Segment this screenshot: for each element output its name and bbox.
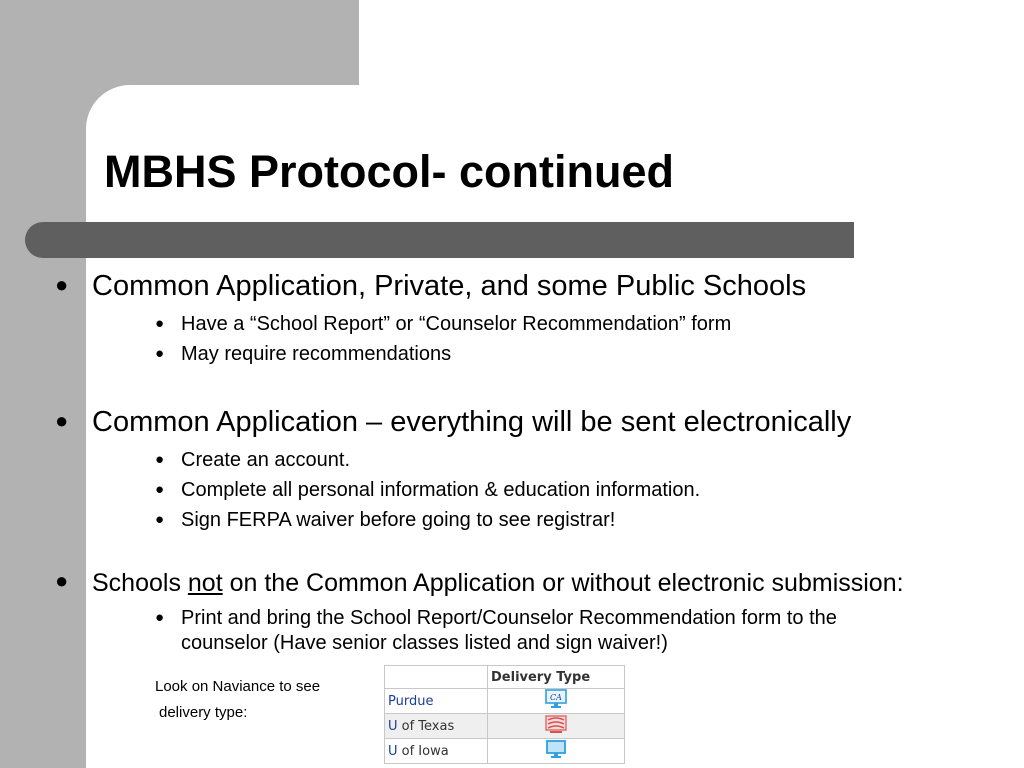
monitor-icon <box>544 739 568 763</box>
bullet-dot-icon: ● <box>155 481 165 498</box>
school-cell[interactable] <box>385 739 488 764</box>
bullet-main-1 <box>55 270 806 303</box>
bullet-dot-icon: ● <box>55 272 69 297</box>
school-cell[interactable] <box>385 689 488 714</box>
bullet-dot-icon: ● <box>155 451 165 468</box>
bullet-sub-3-1-line-2: counselor (Have senior classes listed and sign waiver!) <box>181 632 668 654</box>
bullet-dot-icon: ● <box>55 408 69 433</box>
bullet-sub-1-2-text: May require recommendations <box>181 343 452 365</box>
bullet-sub-2-1-text: Create an account. <box>181 449 350 471</box>
delivery-type-table <box>384 665 625 764</box>
header-school <box>385 666 488 689</box>
school-name-rest: of Texas <box>397 718 455 734</box>
bullet-sub-2-2 <box>155 479 700 502</box>
school-name: U <box>388 743 398 759</box>
table-row <box>385 739 625 764</box>
bullet-sub-2-3-text: Sign FERPA waiver before going to see registrar! <box>181 509 616 531</box>
bullet-sub-1-1-text: Have a “School Report” or “Counselor Recommendation” form <box>181 313 732 335</box>
bullet-sub-1-1 <box>155 313 731 336</box>
header-delivery-type: Delivery Type <box>488 666 625 689</box>
school-name-rest: of Iowa <box>397 743 449 759</box>
school-name: Purdue <box>388 693 434 709</box>
bullet-dot-icon: ● <box>155 609 165 626</box>
naviance-note-line-2: delivery type: <box>159 704 248 721</box>
slide-title: MBHS Protocol- continued <box>104 146 674 197</box>
bullet-sub-2-1 <box>155 449 350 472</box>
school-name: U <box>388 718 398 734</box>
delivery-cell <box>488 714 625 739</box>
bullet-dot-icon: ● <box>55 568 69 593</box>
table-row <box>385 689 625 714</box>
bullet-main-3-text-b: on the Common Application or without electronic submission: <box>222 569 904 597</box>
bullet-main-3-text-a: Schools <box>92 569 188 597</box>
table-row <box>385 714 625 739</box>
delivery-cell <box>488 739 625 764</box>
delivery-cell <box>488 689 625 714</box>
school-cell[interactable] <box>385 714 488 739</box>
bullet-dot-icon: ● <box>155 511 165 528</box>
texas-app-icon <box>544 714 568 738</box>
title-bar <box>25 222 854 258</box>
bullet-sub-2-3 <box>155 509 615 532</box>
bullet-sub-1-2 <box>155 343 451 366</box>
bullet-dot-icon: ● <box>155 345 165 362</box>
bullet-main-2 <box>55 406 851 439</box>
bullet-main-2-text: Common Application – everything will be sent electronically <box>92 406 852 438</box>
svg-text:CA: CA <box>550 693 562 702</box>
bullet-main-3-emphasis: not <box>187 569 223 597</box>
bullet-sub-2-2-text: Complete all personal information & education information. <box>181 479 701 501</box>
bullet-sub-3-1 <box>155 605 975 656</box>
bullet-dot-icon: ● <box>155 315 165 332</box>
bullet-sub-3-1-line-1: Print and bring the School Report/Counselor Recommendation form to the <box>181 607 837 629</box>
bullet-main-1-text: Common Application, Private, and some Public Schools <box>92 270 807 302</box>
naviance-note-line-1: Look on Naviance to see <box>155 678 321 695</box>
bullet-main-3 <box>55 568 904 598</box>
common-app-icon <box>544 689 568 713</box>
table-header-row <box>385 666 625 689</box>
